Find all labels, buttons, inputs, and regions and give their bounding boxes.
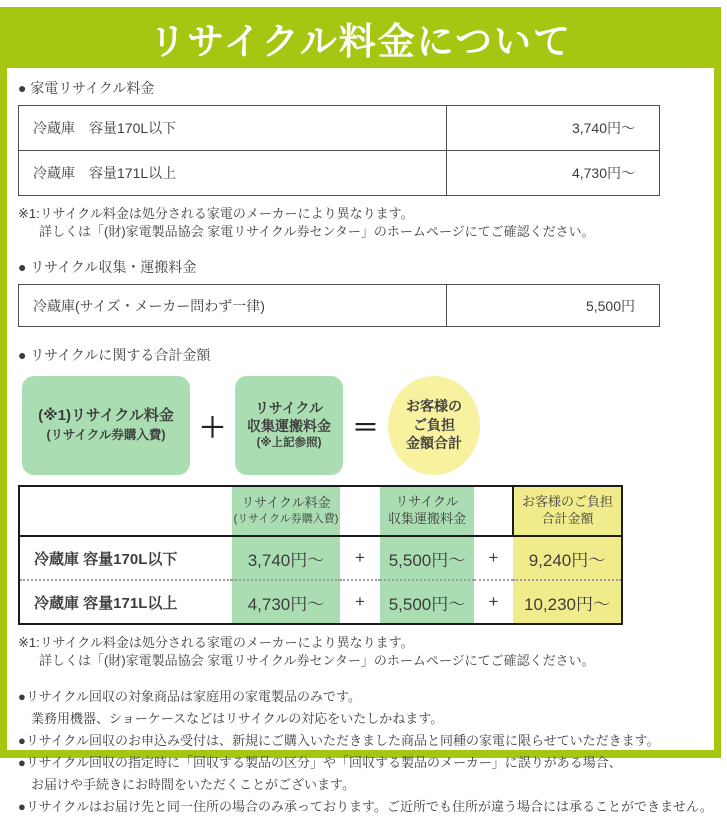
frame-left bbox=[0, 68, 7, 758]
diagram-box2-line1: リサイクル bbox=[254, 399, 324, 416]
diagram-box2-line2: 収集運搬料金 bbox=[247, 417, 331, 434]
title-banner bbox=[0, 7, 721, 68]
header-total-line2: 合計金額 bbox=[541, 511, 594, 526]
summary-row-label: 冷蔵庫 容量171L以上 bbox=[19, 580, 232, 624]
diagram-transport-fee-box bbox=[235, 376, 343, 475]
summary-fee-value: 4,730円〜 bbox=[232, 580, 340, 624]
diagram-total-ellipse bbox=[388, 376, 480, 475]
notice-item: ●リサイクル回収の指定時に「回収する製品の区分」や「回収する製品のメーカー」に誤りがある場合、 bbox=[18, 755, 622, 770]
header-transport-fee bbox=[380, 486, 474, 536]
diagram-box1-line1: (※1)リサイクル料金 bbox=[38, 407, 174, 425]
equals-sign: ＝ bbox=[352, 412, 379, 443]
maker-note-line1: ※1:リサイクル料金は処分される家電のメーカーにより異なります。 bbox=[18, 635, 414, 650]
plus-sign: + bbox=[355, 548, 365, 567]
diagram-result-line3: 金額合計 bbox=[406, 435, 462, 452]
summary-total-value: 10,230円〜 bbox=[513, 580, 622, 624]
maker-note-line2: 詳しくは「(財)家電製品協会 家電リサイクル券センター」のホームページにてご確認ください。 bbox=[39, 224, 595, 239]
summary-fee-value: 3,740円〜 bbox=[232, 536, 340, 580]
summary-transport-value: 5,500円〜 bbox=[380, 580, 474, 624]
header-recycle-fee-line1: リサイクル料金 bbox=[241, 495, 331, 511]
summary-row bbox=[19, 580, 622, 624]
notice-item: ●リサイクルはお届け先と同一住所の場合のみ承っております。ご近所でも住所が違う場合には承ることができません。 bbox=[18, 799, 713, 814]
section-title-total-fee: ● リサイクルに関する合計金額 bbox=[18, 347, 211, 363]
notice-list bbox=[18, 686, 714, 818]
diagram-result-line1: お客様の bbox=[406, 397, 462, 414]
summary-row bbox=[19, 536, 622, 580]
item-price: 4,730円〜 bbox=[447, 151, 660, 196]
notice-item: ●リサイクル回収のお申込み受付は、新規にご購入いただきました商品と同種の家電に限らせていただきます。 bbox=[18, 733, 660, 748]
fee-summary-table bbox=[18, 485, 623, 625]
summary-header-row bbox=[19, 486, 622, 536]
header-gap1 bbox=[340, 486, 380, 536]
header-recycle-fee bbox=[232, 486, 340, 536]
header-transport-line1: リサイクル bbox=[395, 494, 459, 510]
maker-note-line1: ※1:リサイクル料金は処分される家電のメーカーにより異なります。 bbox=[18, 206, 414, 221]
transport-fee-table bbox=[18, 284, 660, 327]
header-recycle-fee-line2: (リサイクル券購入費) bbox=[233, 513, 339, 526]
item-label: 冷蔵庫 容量171L以上 bbox=[19, 151, 447, 196]
summary-transport-value: 5,500円〜 bbox=[380, 536, 474, 580]
table-row bbox=[19, 106, 660, 151]
header-transport-line2: 収集運搬料金 bbox=[387, 511, 466, 526]
table-row bbox=[19, 285, 660, 327]
appliance-fee-table bbox=[18, 105, 660, 196]
summary-total-value: 9,240円〜 bbox=[513, 536, 622, 580]
section-title-transport-fee: ● リサイクル収集・運搬料金 bbox=[18, 259, 197, 275]
notice-item-continuation: お届けや手続きにお時間をいただくことがございます。 bbox=[31, 777, 355, 792]
content-area bbox=[7, 68, 714, 814]
plus-sign: + bbox=[474, 580, 513, 624]
plus-sign: + bbox=[340, 580, 380, 624]
maker-note bbox=[18, 205, 714, 241]
summary-row-label: 冷蔵庫 容量170L以下 bbox=[34, 550, 178, 568]
maker-note-line2: 詳しくは「(財)家電製品協会 家電リサイクル券センター」のホームページにてご確認ください。 bbox=[39, 653, 595, 668]
header-total-line1: お客様のご負担 bbox=[521, 494, 613, 510]
section-title-appliance-fee: ● 家電リサイクル料金 bbox=[18, 80, 155, 96]
header-blank bbox=[19, 486, 232, 536]
frame-right bbox=[714, 68, 721, 758]
header-customer-total bbox=[513, 486, 622, 536]
fee-sum-diagram bbox=[22, 375, 714, 475]
table-row bbox=[19, 151, 660, 196]
item-label: 冷蔵庫 容量170L以下 bbox=[19, 106, 447, 151]
item-price: 5,500円 bbox=[447, 285, 660, 327]
plus-sign: ＋ bbox=[199, 412, 226, 443]
diagram-result-line2: ご負担 bbox=[413, 416, 455, 433]
diagram-recycle-fee-box bbox=[22, 376, 190, 475]
notice-item: ●リサイクル回収の対象商品は家庭用の家電製品のみです。 bbox=[18, 689, 361, 704]
page-title: リサイクル料金について bbox=[148, 20, 573, 62]
maker-note-repeat bbox=[18, 634, 714, 670]
plus-sign: + bbox=[488, 548, 499, 567]
item-label: 冷蔵庫(サイズ・メーカー問わず一律) bbox=[19, 285, 447, 327]
notice-item-continuation: 業務用機器、ショーケースなどはリサイクルの対応をいたしかねます。 bbox=[31, 711, 444, 726]
diagram-box2-line3: (※上記参照) bbox=[256, 437, 322, 450]
item-price: 3,740円〜 bbox=[447, 106, 660, 151]
header-gap2 bbox=[474, 486, 513, 536]
diagram-box1-line2: (リサイクル券購入費) bbox=[46, 427, 166, 442]
